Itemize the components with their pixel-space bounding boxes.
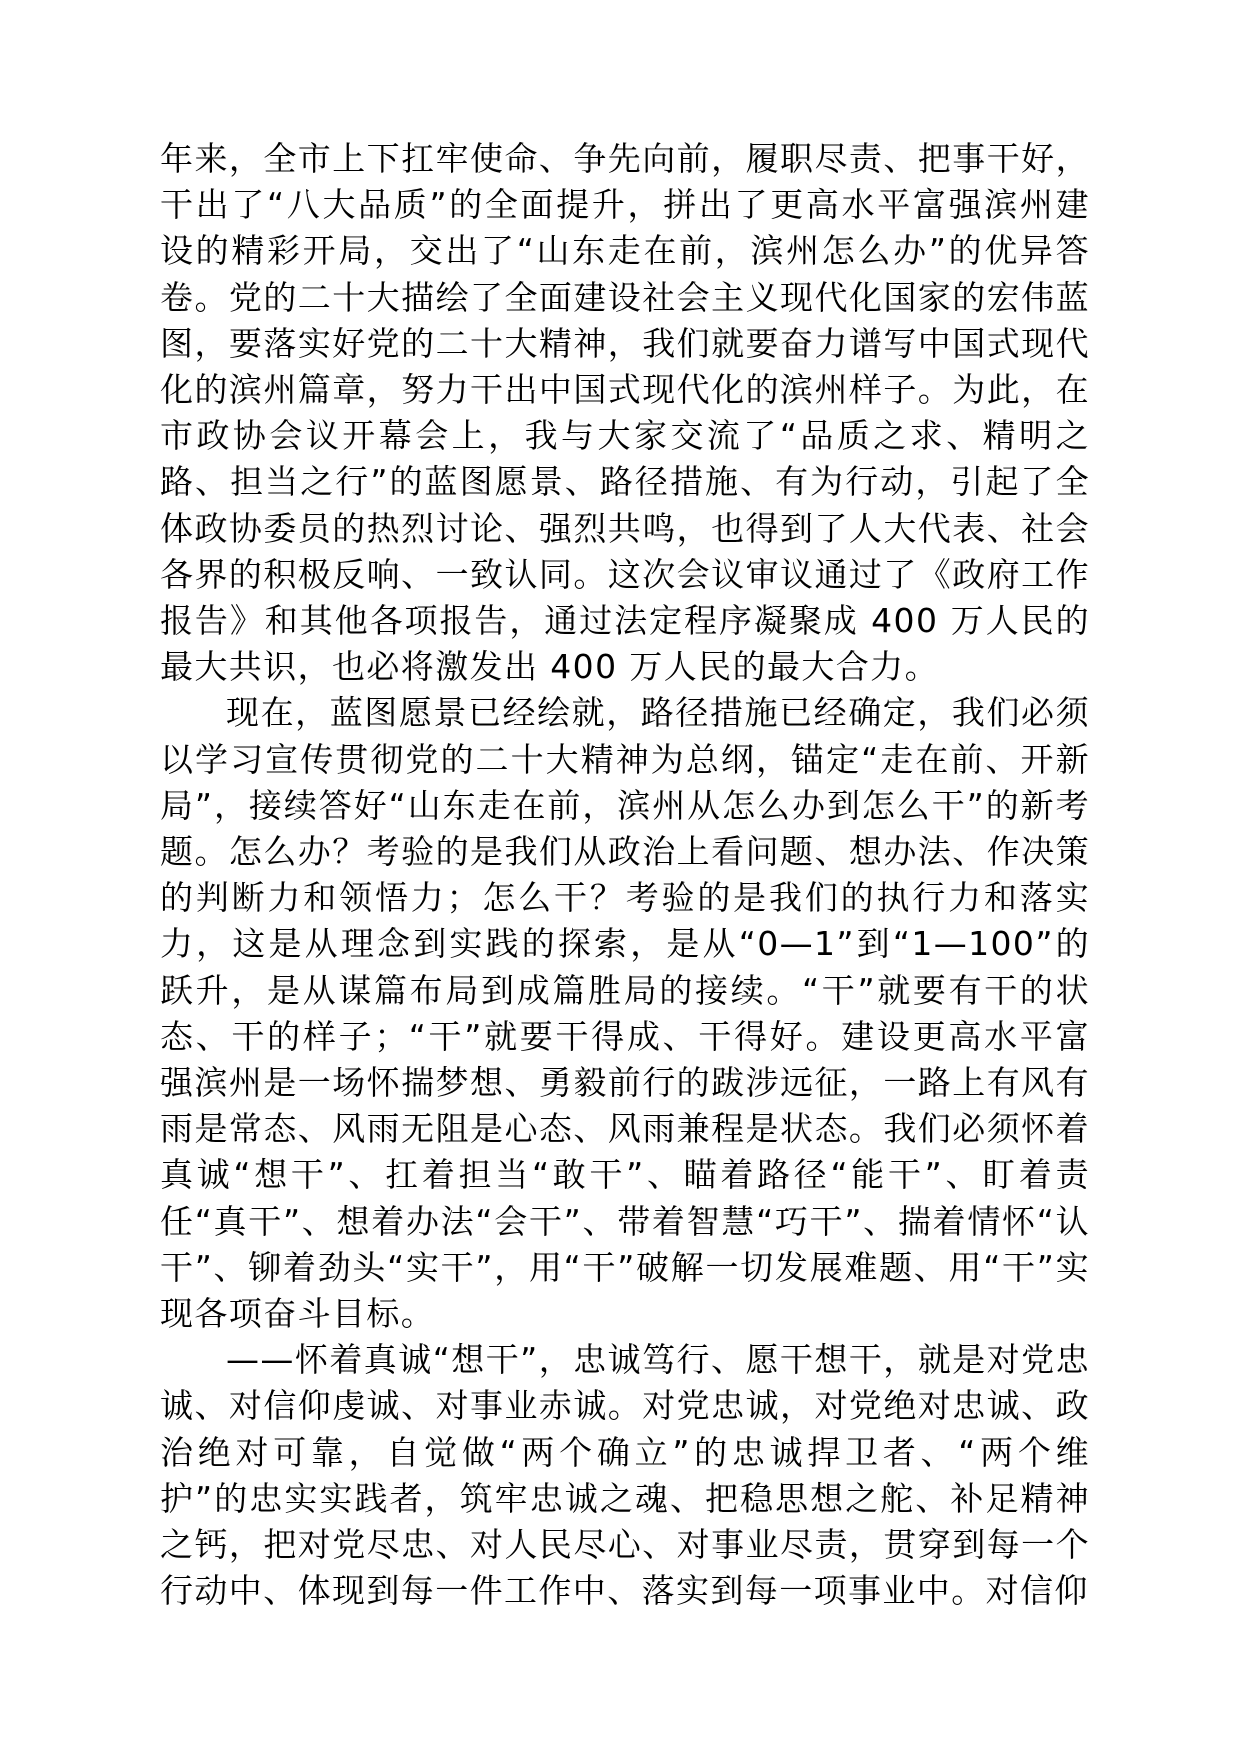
document-page xyxy=(160,136,1090,1615)
paragraph-2: 现在，蓝图愿景已经绘就，路径措施已经确定，我们必须以学习宣传贯彻党的二十大精神为总纲，锚定“走在前、开新局”，接续答好“山东走在前，滨州从怎么办到怎么干”的新考题。怎么办？考验的是我们从政治上看问题、想办法、作决策的判断力和领悟力；怎么干？考验的是我们的执行力和落实力，这是从理念到实践的探索，是从“0—1”到“1—100”的跃升，是从谋篇布局到成篇胜局的接续。“干”就要有干的状态、干的样子；“干”就要干得成、干得好。建设更高水平富强滨州是一场怀揣梦想、勇毅前行的跋涉远征，一路上有风有雨是常态、风雨无阻是心态、风雨兼程是状态。我们必须怀着真诚“想干”、扛着担当“敢干”、瞄着路径“能干”、盯着责任“真干”、想着办法“会干”、带着智慧“巧干”、揣着情怀“认干”、铆着劲头“实干”，用“干”破解一切发展难题、用“干”实现各项奋斗目标。 xyxy=(160,693,1090,1334)
paragraph-1: 年来，全市上下扛牢使命、争先向前，履职尽责、把事干好，干出了“八大品质”的全面提升，拼出了更高水平富强滨州建设的精彩开局，交出了“山东走在前，滨州怎么办”的优异答卷。党的二十大描绘了全面建设社会主义现代化国家的宏伟蓝图，要落实好党的二十大精神，我们就要奋力谱写中国式现代化的滨州篇章，努力干出中国式现代化的滨州样子。为此，在市政协会议开幕会上，我与大家交流了“品质之求、精明之路、担当之行”的蓝图愿景、路径措施、有为行动，引起了全体政协委员的热烈讨论、强烈共鸣，也得到了人大代表、社会各界的积极反响、一致认同。这次会议审议通过了《政府工作报告》和其他各项报告，通过法定程序凝聚成 400 万人民的最大共识，也必将激发出 400 万人民的最大合力。 xyxy=(160,139,1090,687)
paragraph-3: ——怀着真诚“想干”，忠诚笃行、愿干想干，就是对党忠诚、对信仰虔诚、对事业赤诚。对党忠诚，对党绝对忠诚、政治绝对可靠，自觉做“两个确立”的忠诚捍卫者、“两个维护”的忠实实践者，筑牢忠诚之魂、把稳思想之舵、补足精神之钙，把对党尽忠、对人民尽心、对事业尽责，贯穿到每一个行动中、体现到每一件工作中、落实到每一项事业中。对信仰 xyxy=(160,1340,1090,1611)
